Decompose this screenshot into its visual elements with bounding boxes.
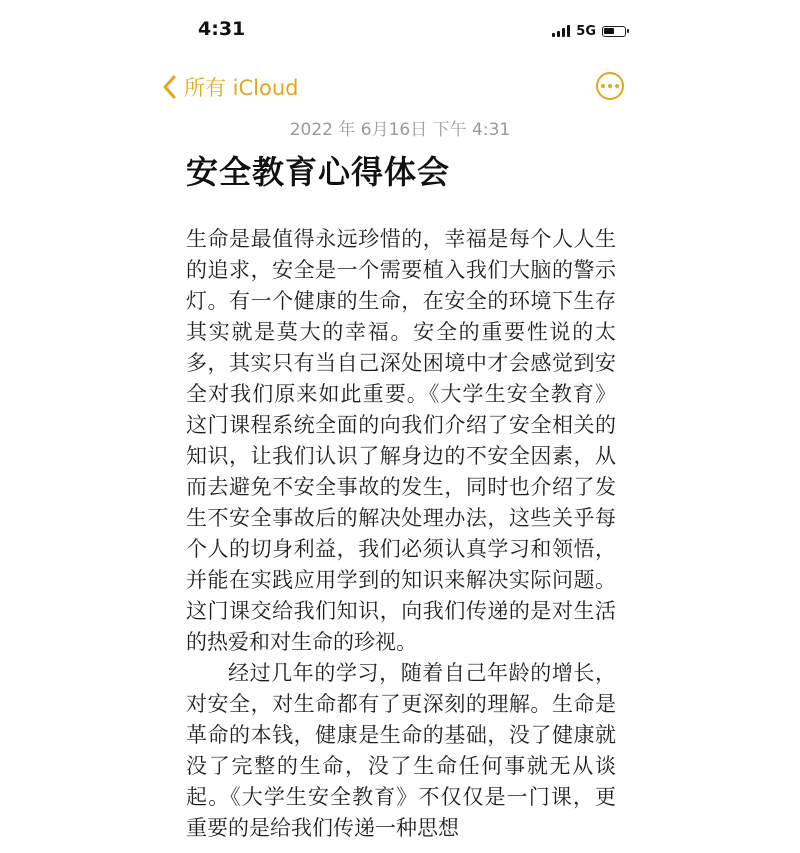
status-indicators [552,21,626,41]
battery-icon [602,26,626,37]
network-type: 5G [576,23,596,39]
note-paragraph: 生命是最值得永远珍惜的，幸福是每个人人生的追求，安全是一个需要植入我们大脑的警示灯。有一个健康的生命，在安全的环境下生存其实就是莫大的幸福。安全的重要性说的太多，其实只有当自己深处困境中才会感觉到安全对我们原来如此重要。《大学生安全教育》这门课程系统全面的向我们介绍了安全相关的知识，让我们认识了解身边的不安全因素，从而去避免不安全事故的发生，同时也介绍了发生不安全事故后的解决处理办法，这些关乎每个人的切身利益，我们必须认真学习和领悟，并能在实践应用学到的知识来解决实际问题。这门课交给我们知识，向我们传递的是对生活的热爱和对生命的珍视。 [186,227,616,654]
note-paragraph: 经过几年的学习，随着自己年龄的增长，对安全，对生命都有了更深刻的理解。生命是革命的本钱，健康是生命的基础，没了健康就没了完整的生命，没了生命任何事就无从谈起。《大学生安全教育》不仅仅是一门课，更重要的是给我们传递一种思想 [186,661,616,840]
note-title[interactable]: 安全教育心得体会 [186,153,451,191]
ellipsis-circle-icon [601,84,605,88]
back-button[interactable] [162,72,299,102]
notes-screen [150,0,650,853]
more-button[interactable] [596,72,624,100]
back-label: 所有 iCloud [184,76,299,100]
status-time: 4:31 [198,18,246,40]
note-body[interactable] [186,224,616,844]
note-date: 2022 年 6月16日 下午 4:31 [289,120,511,140]
chevron-left-icon [162,75,176,99]
signal-icon [552,25,570,37]
